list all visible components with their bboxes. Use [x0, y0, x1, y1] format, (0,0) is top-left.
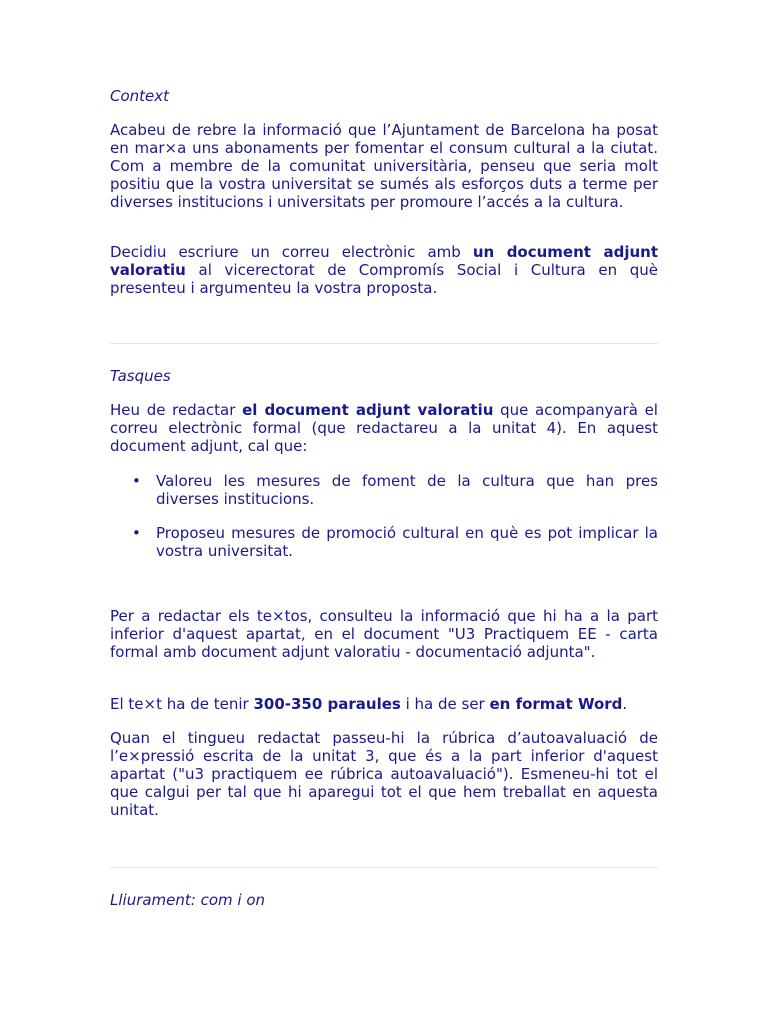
tasques-p3-text-b: i ha de ser	[400, 695, 490, 713]
list-item	[110, 472, 658, 508]
list-item	[110, 524, 658, 560]
bullet-icon: •	[132, 472, 141, 490]
tasques-paragraph-2	[110, 607, 658, 661]
tasques-p4-text: Quan el tingueu redactat passeu-hi la rúbrica d’autoavaluació de l’e×pressió escrita de la unitat 3, que és a la part inferior d'aquest apartat ("u3 practiquem ee rúbrica autoavaluació"). Esmeneu-hi tot el que calgui per tal que hi aparegui tot el que hem treballat en aquesta unitat.	[110, 729, 658, 819]
lliurament-heading: Lliurament: com i on	[110, 891, 266, 909]
tasques-p3-bold-format: en format Word	[489, 695, 623, 713]
bullet-text-2: Proposeu mesures de promoció cultural en què es pot implicar la vostra universitat.	[156, 524, 658, 560]
tasques-p3-text-c: .	[622, 695, 628, 713]
tasques-p1-bold: el document adjunt valoratiu	[242, 401, 494, 419]
context-p2-bold: un document adjunt valoratiu	[110, 243, 658, 279]
tasques-p3-text-a: El te×t ha de tenir	[110, 695, 254, 713]
context-p1-text: Acabeu de rebre la informació que l’Ajuntament de Barcelona ha posat en mar×a uns abonaments per fomentar el consum cultural a la ciutat. Com a membre de la comunitat universitària, penseu que seria molt positiu que la vostra universitat se sumés als esforços duts a terme per diverses institucions i universitats per promoure l’accés a la cultura.	[110, 121, 658, 211]
tasques-p1-text-b: que acompanyarà el correu electrònic formal (que redactareu a la unitat 4). En aquest document adjunt, cal que:	[110, 401, 658, 455]
divider-1	[110, 343, 658, 344]
context-p2-text-b: al vicerectorat de Compromís Social i Cultura en què presenteu i argumenteu la vostra proposta.	[110, 261, 658, 297]
tasques-bullet-list	[110, 472, 658, 576]
tasques-p3-bold-words: 300-350 paraules	[253, 695, 401, 713]
tasques-p1-text-a: Heu de redactar	[110, 401, 243, 419]
tasques-paragraph-4	[110, 729, 658, 819]
context-paragraph-2	[110, 243, 658, 297]
tasques-p2-text: Per a redactar els te×tos, consulteu la informació que hi ha a la part inferior d'aquest apartat, en el document "U3 Practiquem EE - carta formal amb document adjunt valoratiu - documentació adjunta".	[110, 607, 658, 661]
bullet-icon: •	[132, 524, 141, 542]
context-p2-text-a: Decidiu escriure un correu electrònic amb	[110, 243, 473, 261]
divider-2	[110, 867, 658, 868]
tasques-heading: Tasques	[110, 367, 171, 385]
tasques-paragraph-3	[110, 695, 658, 713]
context-heading: Context	[110, 87, 170, 105]
context-paragraph-1	[110, 121, 658, 211]
bullet-text-1: Valoreu les mesures de foment de la cultura que han pres diverses institucions.	[156, 472, 658, 508]
tasques-paragraph-1	[110, 401, 658, 455]
